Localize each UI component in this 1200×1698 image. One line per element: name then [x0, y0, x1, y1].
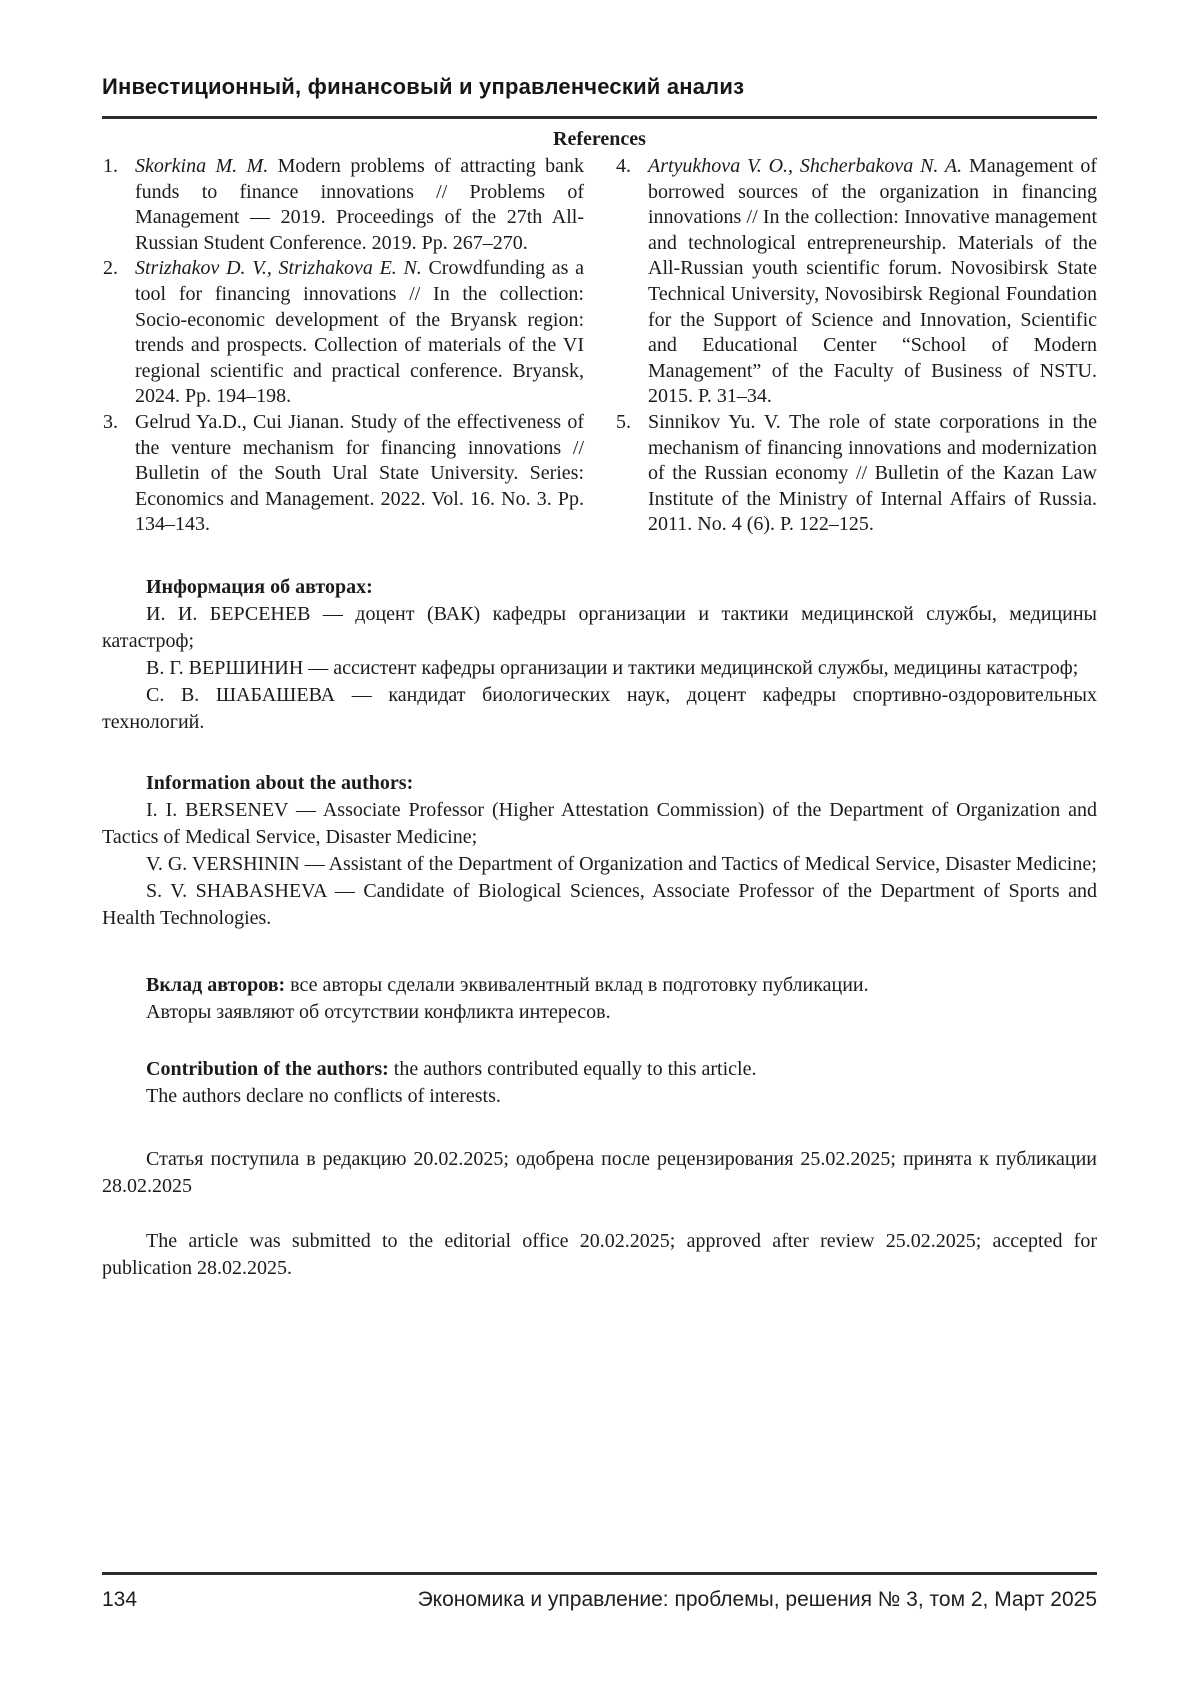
reference-number: 4. [616, 155, 631, 177]
references-heading: References [553, 128, 646, 150]
header-rule [102, 116, 1097, 119]
contribution-ru-text: все авторы сделали эквивалентный вклад в подготовку публикации. [290, 973, 869, 996]
conflict-en-note: The authors declare no conflicts of interests. [146, 1084, 501, 1107]
contribution-ru-section [102, 972, 1097, 1026]
contribution-en-section [102, 1056, 1097, 1110]
reference-text: Management of borrowed sources of the organization in financing innovations // In the collection: Innovative management and technological entrepreneurship. Materials of the All-Russian youth scientific forum. Novosibirsk State Technical University, Novosibirsk Regional Foundation for the Support of Science and Innovation, Scientific and Educational Center “School of Modern Management” of the Faculty of Business of NSTU. 2015. P. 31–34. [648, 155, 1097, 408]
reference-authors: Gelrud Ya.D., Cui Jianan. [135, 410, 351, 433]
contribution-en-text: the authors contributed equally to this article. [393, 1057, 757, 1080]
reference-text: The role of state corporations in the mechanism of financing innovations and modernization of the Russian economy // Bulletin of the Kazan Law Institute of the Ministry of Internal Affairs of Russia. 2011. No. 4 (6). P. 122–125. [648, 410, 1097, 536]
references-left-column [102, 154, 584, 538]
authors-info-en-section [102, 770, 1097, 932]
reference-item [615, 410, 1097, 538]
reference-item [102, 410, 584, 538]
contribution-ru-label: Вклад авторов: [146, 973, 286, 996]
reference-text: Modern problems of attracting bank funds to finance innovations // Problems of Management — 2019. Proceedings of the 27th All-Russian Student Conference. 2019. Pp. 267–270. [135, 155, 584, 254]
submission-dates-en: The article was submitted to the editorial office 20.02.2025; approved after review 25.02.2025; accepted for publication 28.02.2025. [102, 1229, 1097, 1279]
reference-authors: Skorkina M. M. [135, 155, 278, 177]
references-right-column [615, 154, 1097, 538]
references-list [102, 154, 1097, 538]
reference-authors: Strizhakov D. V., Strizhakova E. N. [135, 257, 429, 280]
reference-number: 2. [103, 257, 118, 280]
conflict-ru-note: Авторы заявляют об отсутствии конфликта интересов. [146, 1000, 611, 1023]
reference-authors: Artyukhova V. O., Shcherbakova N. A. [648, 155, 970, 177]
reference-text: Study of the effectiveness of the venture mechanism for financing innovations // Bulletin of the South Ural State University. Series: Economics and Management. 2022. Vol. 16. No. 3. Pp. 134–143. [135, 410, 584, 536]
contribution-en-label: Contribution of the authors: [146, 1057, 389, 1080]
page-number: 134 [102, 1588, 138, 1611]
journal-title-line: Экономика и управление: проблемы, решения № 3, том 2, Март 2025 [417, 1588, 1097, 1611]
authors-info-ru-heading: Информация об авторах: [146, 575, 373, 598]
submission-dates-ru: Статья поступила в редакцию 20.02.2025; одобрена после рецензирования 25.02.2025; принята к публикации 28.02.2025 [102, 1147, 1097, 1197]
reference-item [615, 154, 1097, 410]
reference-text: Crowdfunding as a tool for financing innovations // In the collection: Socio-economic development of the Bryansk region: trends and prospects. Collection of materials of the VI regional scientific and practical conference. Bryansk, 2024. Pp. 194–198. [135, 257, 584, 408]
authors-info-ru-section [102, 574, 1097, 736]
page-footer [102, 1572, 1097, 1612]
author-entry: В. Г. ВЕРШИНИН — ассистент кафедры организации и тактики медицинской службы, медицины катастроф; [146, 656, 1079, 679]
reference-authors: Sinnikov Yu. V. [648, 410, 790, 433]
authors-info-ru-list [102, 601, 1097, 736]
author-entry: И. И. БЕРСЕНЕВ — доцент (ВАК) кафедры организации и тактики медицинской службы, медицины катастроф; [102, 602, 1097, 652]
author-entry: С. В. ШАБАШЕВА — кандидат биологических наук, доцент кафедры спортивно-оздоровительных технологий. [102, 683, 1097, 733]
author-entry: I. I. BERSENEV — Associate Professor (Higher Attestation Commission) of the Department of Organization and Tactics of Medical Service, Disaster Medicine; [102, 798, 1097, 848]
reference-number: 1. [103, 155, 118, 177]
contribution-en-statement [102, 1056, 1097, 1083]
reference-number: 3. [103, 410, 118, 433]
running-header: Инвестиционный, финансовый и управленческий анализ [102, 74, 745, 99]
author-entry: V. G. VERSHININ — Assistant of the Department of Organization and Tactics of Medical Service, Disaster Medicine; [146, 852, 1097, 875]
reference-item [102, 256, 584, 410]
authors-info-en-list [102, 797, 1097, 932]
reference-number: 5. [616, 410, 631, 433]
contribution-ru-statement [102, 972, 1097, 999]
reference-item [102, 154, 584, 256]
author-entry: S. V. SHABASHEVA — Candidate of Biological Sciences, Associate Professor of the Department of Sports and Health Technologies. [102, 879, 1097, 929]
authors-info-en-heading: Information about the authors: [146, 771, 414, 794]
